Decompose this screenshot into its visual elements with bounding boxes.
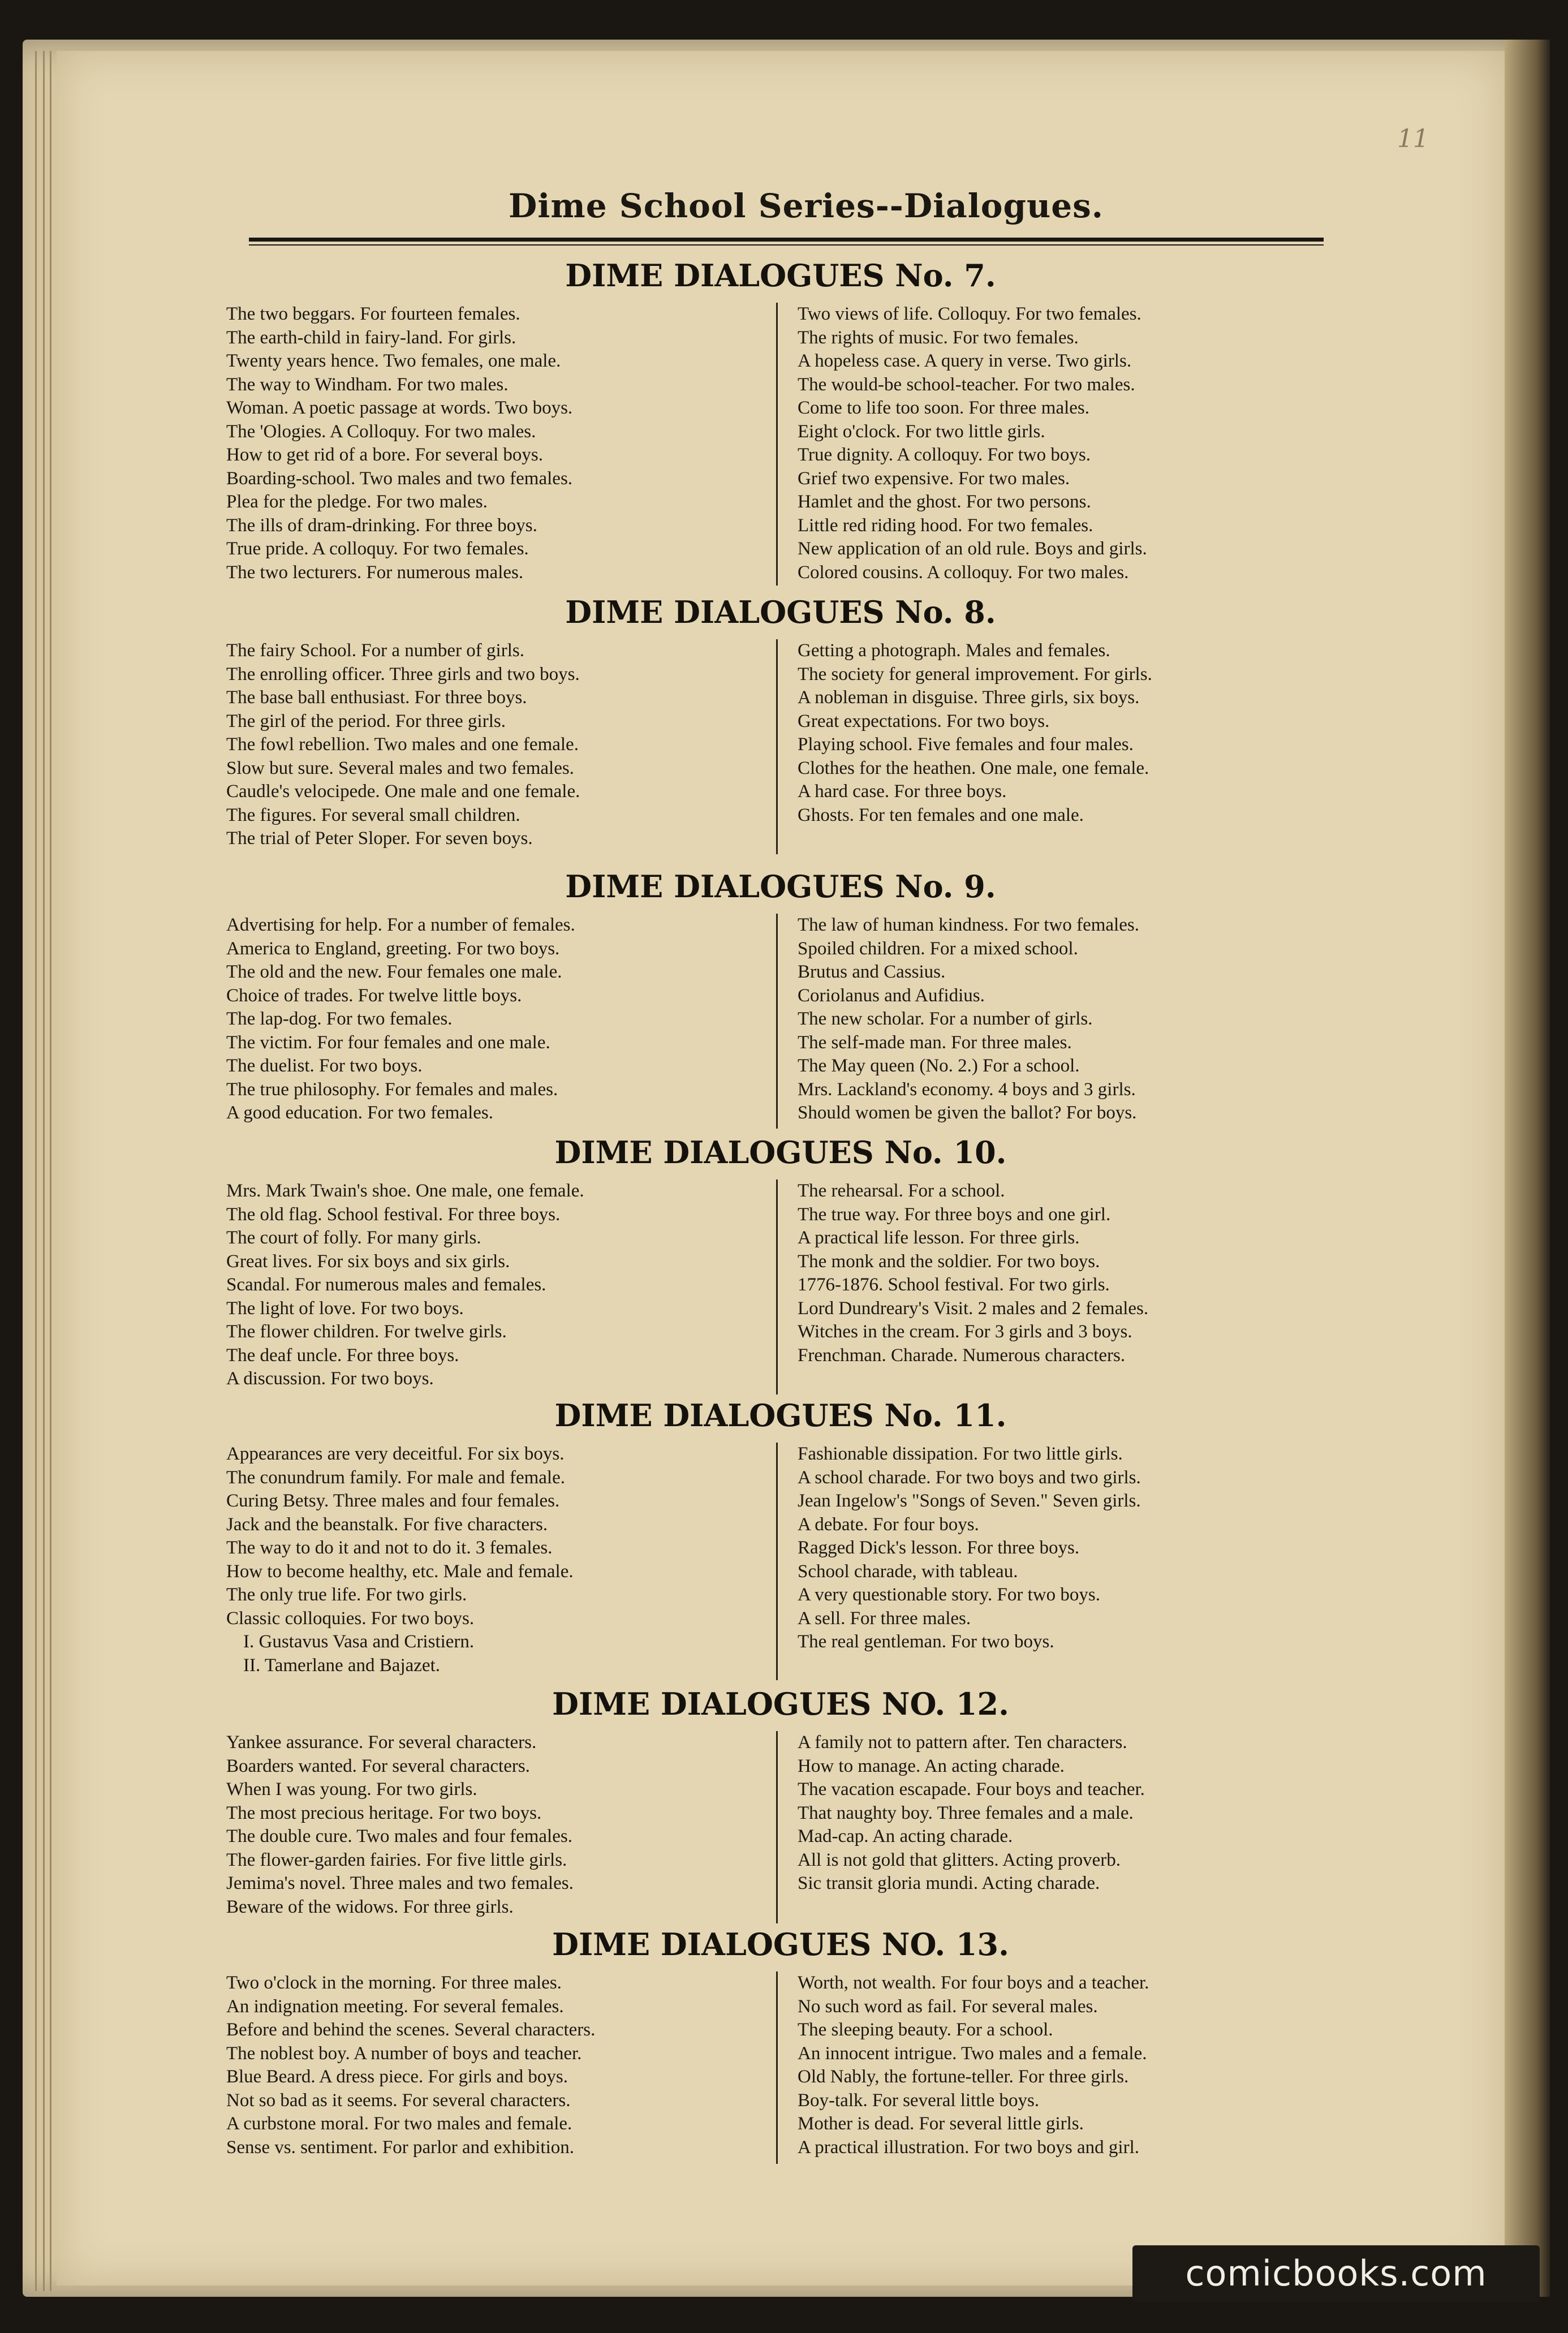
list-item: True dignity. A colloquy. For two boys. <box>798 445 1091 465</box>
list-item: Curing Betsy. Three males and four females. <box>226 1491 560 1511</box>
list-item: The flower-garden fairies. For five little girls. <box>226 1849 567 1870</box>
list-item: The court of folly. For many girls. <box>226 1228 481 1248</box>
list-item: Appearances are very deceitful. For six boys. <box>226 1444 565 1464</box>
page-edge-line <box>43 51 45 2291</box>
right-column <box>798 914 1335 1125</box>
list-item: Boarders wanted. For several characters. <box>226 1755 530 1776</box>
left-column <box>226 914 764 1125</box>
right-column <box>798 1443 1335 1654</box>
list-item: The deaf uncle. For three boys. <box>226 1345 459 1366</box>
list-item: Twenty years hence. Two females, one male. <box>226 351 561 371</box>
list-item: Worth, not wealth. For four boys and a teacher. <box>798 1973 1149 1993</box>
list-item: Colored cousins. A colloquy. For two males. <box>798 562 1129 583</box>
list-item: The society for general improvement. For girls. <box>798 664 1152 685</box>
list-item: School charade, with tableau. <box>798 1561 1018 1582</box>
list-item: Spoiled children. For a mixed school. <box>798 938 1078 959</box>
list-item: A school charade. For two boys and two girls. <box>798 1467 1141 1488</box>
list-item: Great expectations. For two boys. <box>798 711 1050 731</box>
list-item: New application of an old rule. Boys and girls. <box>798 539 1147 559</box>
list-item: Mrs. Lackland's economy. 4 boys and 3 girls. <box>798 1079 1136 1100</box>
column-divider <box>776 639 778 854</box>
list-item: Mad-cap. An acting charade. <box>798 1826 1013 1846</box>
list-item: The new scholar. For a number of girls. <box>798 1009 1093 1029</box>
list-item: A good education. For two females. <box>226 1103 493 1123</box>
header-rule-thin <box>249 244 1324 246</box>
list-item: How to get rid of a bore. For several boys. <box>226 445 543 465</box>
left-column <box>226 1731 764 1919</box>
list-item: The old and the new. Four females one male. <box>226 962 562 982</box>
column-divider <box>776 1443 778 1680</box>
list-item: The fairy School. For a number of girls. <box>226 640 524 661</box>
list-item: How to manage. An acting charade. <box>798 1755 1065 1776</box>
list-item: Coriolanus and Aufidius. <box>798 985 985 1006</box>
right-column <box>798 303 1335 584</box>
list-item: The sleeping beauty. For a school. <box>798 2020 1053 2040</box>
list-item: The old flag. School festival. For three boys. <box>226 1204 561 1225</box>
list-item: Boarding-school. Two males and two females. <box>226 468 573 489</box>
list-item: The real gentleman. For two boys. <box>798 1632 1054 1652</box>
column-divider <box>776 914 778 1129</box>
list-item: The monk and the soldier. For two boys. <box>798 1251 1100 1272</box>
list-item: A very questionable story. For two boys. <box>798 1585 1100 1605</box>
list-item: A debate. For four boys. <box>798 1514 979 1535</box>
left-column <box>226 1443 764 1677</box>
list-item: A discussion. For two boys. <box>226 1368 434 1389</box>
column-divider <box>776 1731 778 1923</box>
list-item: The girl of the period. For three girls. <box>226 711 506 731</box>
left-column <box>226 1972 764 2159</box>
right-column <box>798 1180 1335 1367</box>
list-item: America to England, greeting. For two boys. <box>226 938 560 959</box>
section-title: DIME DIALOGUES NO. 13. <box>552 1926 1009 1962</box>
list-item: Scandal. For numerous males and females. <box>226 1275 546 1295</box>
list-item: Fashionable dissipation. For two little girls. <box>798 1444 1123 1464</box>
list-item: The ills of dram-drinking. For three boys. <box>226 515 537 536</box>
section-title: DIME DIALOGUES No. 10. <box>554 1134 1007 1170</box>
list-item: A nobleman in disguise. Three girls, six boys. <box>798 687 1140 708</box>
list-item: The rehearsal. For a school. <box>798 1181 1005 1201</box>
list-item: 1776-1876. School festival. For two girls. <box>798 1275 1110 1295</box>
list-item: Sic transit gloria mundi. Acting charade. <box>798 1873 1100 1893</box>
list-item: Brutus and Cassius. <box>798 962 946 982</box>
list-item: Two o'clock in the morning. For three males. <box>226 1973 562 1993</box>
section-title: DIME DIALOGUES No. 11. <box>554 1397 1007 1434</box>
list-item: Not so bad as it seems. For several characters. <box>226 2090 571 2111</box>
list-item: Beware of the widows. For three girls. <box>226 1896 514 1917</box>
list-item: Witches in the cream. For 3 girls and 3 boys. <box>798 1322 1132 1342</box>
list-item: The lap-dog. For two females. <box>226 1009 453 1029</box>
list-item: The would-be school-teacher. For two males. <box>798 374 1135 395</box>
page-edge-line <box>35 51 37 2291</box>
list-item: No such word as fail. For several males. <box>798 1996 1098 2017</box>
list-item: The way to do it and not to do it. 3 females. <box>226 1538 553 1558</box>
list-item: The duelist. For two boys. <box>226 1056 423 1076</box>
list-item: The double cure. Two males and four females. <box>226 1826 572 1846</box>
list-item: The earth-child in fairy-land. For girls. <box>226 327 516 348</box>
list-item: The only true life. For two girls. <box>226 1585 467 1605</box>
list-item: Great lives. For six boys and six girls. <box>226 1251 510 1272</box>
section-title: DIME DIALOGUES NO. 12. <box>552 1686 1009 1722</box>
list-item: The May queen (No. 2.) For a school. <box>798 1056 1080 1076</box>
left-column <box>226 303 764 584</box>
list-item: The way to Windham. For two males. <box>226 374 509 395</box>
list-item: Woman. A poetic passage at words. Two boys. <box>226 398 573 418</box>
list-item: The true philosophy. For females and males. <box>226 1079 558 1100</box>
list-item: I. Gustavus Vasa and Cristiern. <box>243 1632 475 1652</box>
left-column <box>226 639 764 851</box>
list-item: The self-made man. For three males. <box>798 1032 1072 1053</box>
left-column <box>226 1180 764 1391</box>
list-item: The law of human kindness. For two females. <box>798 915 1139 935</box>
list-item: The noblest boy. A number of boys and teacher. <box>226 2043 582 2064</box>
list-item: The 'Ologies. A Colloquy. For two males. <box>226 421 536 442</box>
list-item: Jack and the beanstalk. For five characters. <box>226 1514 548 1535</box>
list-item: A practical illustration. For two boys and girl. <box>798 2137 1139 2158</box>
list-item: The victim. For four females and one male. <box>226 1032 550 1053</box>
list-item: Two views of life. Colloquy. For two females. <box>798 304 1141 324</box>
list-item: A hard case. For three boys. <box>798 781 1007 802</box>
list-item: The most precious heritage. For two boys. <box>226 1802 542 1823</box>
watermark-logo: comicbooks.com <box>1132 2245 1540 2302</box>
list-item: Sense vs. sentiment. For parlor and exhibition. <box>226 2137 574 2158</box>
section-title: DIME DIALOGUES No. 7. <box>565 257 996 294</box>
list-item: Getting a photograph. Males and females. <box>798 640 1110 661</box>
book-spine-edge <box>1505 40 1550 2297</box>
page-header: Dime School Series--Dialogues. <box>509 187 1104 225</box>
list-item: Grief two expensive. For two males. <box>798 468 1070 489</box>
list-item: Hamlet and the ghost. For two persons. <box>798 492 1091 512</box>
list-item: Mother is dead. For several little girls. <box>798 2114 1084 2134</box>
list-item: An indignation meeting. For several females. <box>226 1996 564 2017</box>
column-divider <box>776 303 778 586</box>
list-item: The vacation escapade. Four boys and teacher. <box>798 1779 1145 1800</box>
list-item: Eight o'clock. For two little girls. <box>798 421 1045 442</box>
list-item: A practical life lesson. For three girls. <box>798 1228 1080 1248</box>
list-item: Old Nably, the fortune-teller. For three girls. <box>798 2067 1129 2087</box>
list-item: The true way. For three boys and one girl. <box>798 1204 1111 1225</box>
list-item: Plea for the pledge. For two males. <box>226 492 488 512</box>
list-item: An innocent intrigue. Two males and a female. <box>798 2043 1147 2064</box>
list-item: Ghosts. For ten females and one male. <box>798 804 1084 825</box>
list-item: Jean Ingelow's "Songs of Seven." Seven girls. <box>798 1491 1141 1511</box>
right-column <box>798 1972 1335 2159</box>
list-item: The conundrum family. For male and female. <box>226 1467 565 1488</box>
list-item: Playing school. Five females and four males. <box>798 734 1134 755</box>
list-item: A sell. For three males. <box>798 1608 971 1629</box>
list-item: II. Tamerlane and Bajazet. <box>243 1655 440 1676</box>
list-item: The trial of Peter Sloper. For seven boys. <box>226 828 533 849</box>
section-title: DIME DIALOGUES No. 8. <box>565 594 996 630</box>
page-edge-line <box>50 51 51 2291</box>
list-item: True pride. A colloquy. For two females. <box>226 539 529 559</box>
list-item: The rights of music. For two females. <box>798 327 1079 348</box>
list-item: Come to life too soon. For three males. <box>798 398 1089 418</box>
column-divider <box>776 1972 778 2164</box>
list-item: The two beggars. For fourteen females. <box>226 304 520 324</box>
list-item: The fowl rebellion. Two males and one female. <box>226 734 579 755</box>
list-item: Classic colloquies. For two boys. <box>226 1608 475 1629</box>
list-item: Little red riding hood. For two females. <box>798 515 1093 536</box>
list-item: Advertising for help. For a number of females. <box>226 915 575 935</box>
list-item: Before and behind the scenes. Several characters. <box>226 2020 596 2040</box>
list-item: Blue Beard. A dress piece. For girls and boys. <box>226 2067 568 2087</box>
corner-mark: 11 <box>1397 124 1429 153</box>
list-item: Clothes for the heathen. One male, one female. <box>798 757 1149 778</box>
list-item: Ragged Dick's lesson. For three boys. <box>798 1538 1080 1558</box>
list-item: Yankee assurance. For several characters. <box>226 1732 537 1753</box>
list-item: The light of love. For two boys. <box>226 1298 464 1319</box>
list-item: Should women be given the ballot? For boys. <box>798 1103 1137 1123</box>
list-item: A hopeless case. A query in verse. Two girls. <box>798 351 1132 371</box>
list-item: The base ball enthusiast. For three boys. <box>226 687 527 708</box>
list-item: All is not gold that glitters. Acting proverb. <box>798 1849 1121 1870</box>
list-item: The enrolling officer. Three girls and two boys. <box>226 664 580 685</box>
list-item: That naughty boy. Three females and a male. <box>798 1802 1134 1823</box>
list-item: A curbstone moral. For two males and female. <box>226 2114 572 2134</box>
right-column <box>798 1731 1335 1896</box>
list-item: Jemima's novel. Three males and two females. <box>226 1873 574 1893</box>
right-column <box>798 639 1335 827</box>
list-item: Mrs. Mark Twain's shoe. One male, one female. <box>226 1181 584 1201</box>
section-title: DIME DIALOGUES No. 9. <box>565 868 996 905</box>
list-item: Frenchman. Charade. Numerous characters. <box>798 1345 1126 1366</box>
list-item: The flower children. For twelve girls. <box>226 1322 507 1342</box>
list-item: Lord Dundreary's Visit. 2 males and 2 females. <box>798 1298 1149 1319</box>
list-item: Caudle's velocipede. One male and one female. <box>226 781 580 802</box>
list-item: Choice of trades. For twelve little boys. <box>226 985 522 1006</box>
list-item: Boy-talk. For several little boys. <box>798 2090 1040 2111</box>
list-item: The two lecturers. For numerous males. <box>226 562 524 583</box>
list-item: When I was young. For two girls. <box>226 1779 477 1800</box>
list-item: A family not to pattern after. Ten characters. <box>798 1732 1127 1753</box>
list-item: The figures. For several small children. <box>226 804 520 825</box>
header-rule <box>249 238 1324 242</box>
list-item: Slow but sure. Several males and two females. <box>226 757 574 778</box>
column-divider <box>776 1180 778 1394</box>
list-item: How to become healthy, etc. Male and female. <box>226 1561 574 1582</box>
